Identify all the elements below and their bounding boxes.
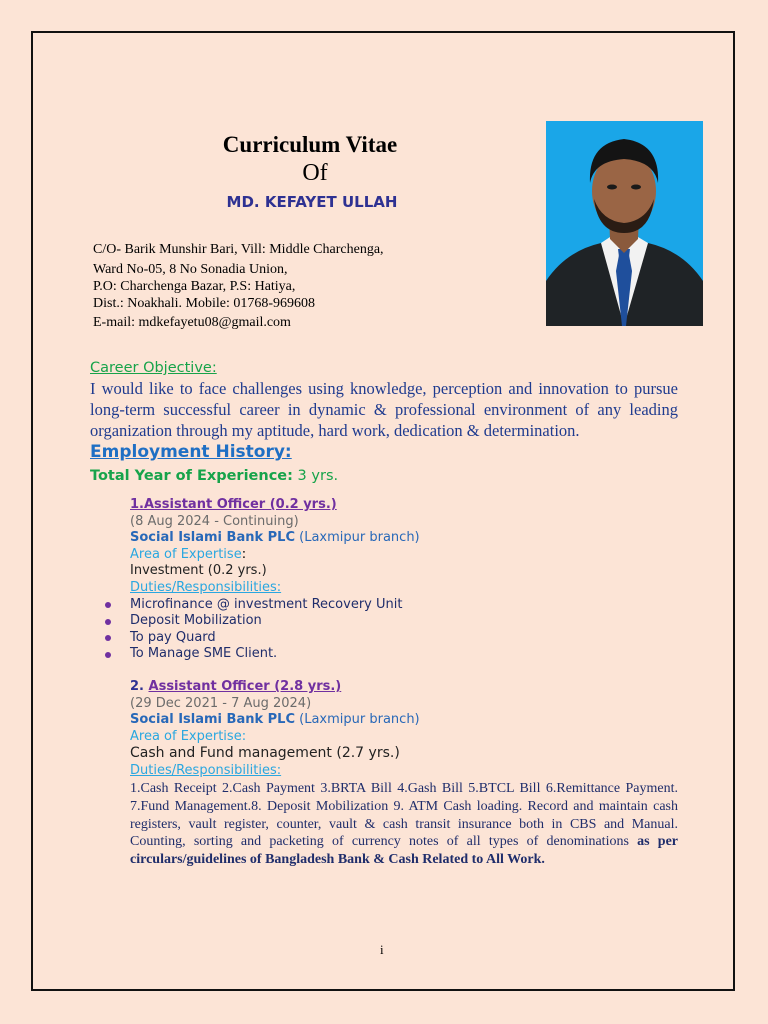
job2-branch: (Laxmipur branch) [295,712,420,727]
job1-expertise-label-line [130,547,246,562]
job1-branch: (Laxmipur branch) [295,530,420,545]
profile-photo [546,121,703,326]
address-line-2: Ward No-05, 8 No Sonadia Union, [93,262,288,277]
address-line-4: Dist.: Noakhali. Mobile: 01768-969608 [93,296,316,311]
job1-duties-label: Duties/Responsibilities: [130,580,282,595]
career-objective-heading: Career Objective: [90,360,217,376]
cv-title: Curriculum Vitae [222,132,398,157]
job1-title: 1.Assistant Officer (0.2 yrs.) [130,497,337,512]
address-line-5: E-mail: mdkefayetu08@gmail.com [93,315,291,330]
total-experience-label: Total Year of Experience: [90,468,293,484]
bullet-icon [105,635,111,641]
job2-period: (29 Dec 2021 - 7 Aug 2024) [130,696,312,711]
job2-expertise-label: Area of Expertise: [130,729,247,744]
candidate-name: MD. KEFAYET ULLAH [226,193,398,211]
job2-title-line [130,679,341,694]
address-line-3: P.O: Charchenga Bazar, P.S: Hatiya, [93,279,296,294]
cv-of: Of [302,160,328,186]
bullet-icon [105,619,111,625]
job2-bank: Social Islami Bank PLC [130,712,296,727]
job2-duties [130,780,678,869]
total-experience-value: 3 yrs. [292,468,339,484]
address-line-1: C/O- Barik Munshir Bari, Vill: Middle Charchenga, [93,242,384,257]
job2-employer [130,712,420,727]
total-experience [90,468,338,484]
job2-duties-text: 1.Cash Receipt 2.Cash Payment 3.BRTA Bill 4.Gash Bill 5.BTCL Bill 6.Remittance Payment. 7.Fund Management.8. Deposit Mobilization 9. ATM Cash loading. Record and maintain cash registers, vault register, counter, vault & cash transit insurance both in CBS and Manual. Counting, sorting and packeting of currency notes of all types of denominations [130,781,678,850]
job1-duty-2: Deposit Mobilization [130,613,262,628]
job2-expertise: Cash and Fund management (2.7 yrs.) [130,745,400,761]
bullet-icon [105,602,111,608]
job1-period: (8 Aug 2024 - Continuing) [130,514,299,529]
job1-expertise: Investment (0.2 yrs.) [130,563,267,578]
job1-duty-3: To pay Quard [130,630,216,645]
job2-number: 2. [130,679,149,694]
employment-heading: Employment History: [90,442,292,462]
career-objective-text: I would like to face challenges using knowledge, perception and innovation to pursue long-term successful career in dynamic & professional environment of any leading organization through my aptitude, hard work, dedication & determination. [90,379,678,440]
job2-duties-label: Duties/Responsibilities: [130,763,282,778]
job1-employer [130,530,420,545]
bullet-icon [105,652,111,658]
page-number: i [380,942,384,957]
job2-title: Assistant Officer (2.8 yrs.) [148,679,342,694]
job1-bank: Social Islami Bank PLC [130,530,296,545]
job1-duty-4: To Manage SME Client. [130,646,278,661]
job1-expertise-colon: : [241,547,247,562]
job2-duties-bold: as per circulars/guidelines of Bangladesh Bank & Cash Related to All Work. [130,834,678,868]
job1-duty-1: Microfinance @ investment Recovery Unit [130,597,403,612]
job1-expertise-label: Area of Expertise [130,547,242,562]
